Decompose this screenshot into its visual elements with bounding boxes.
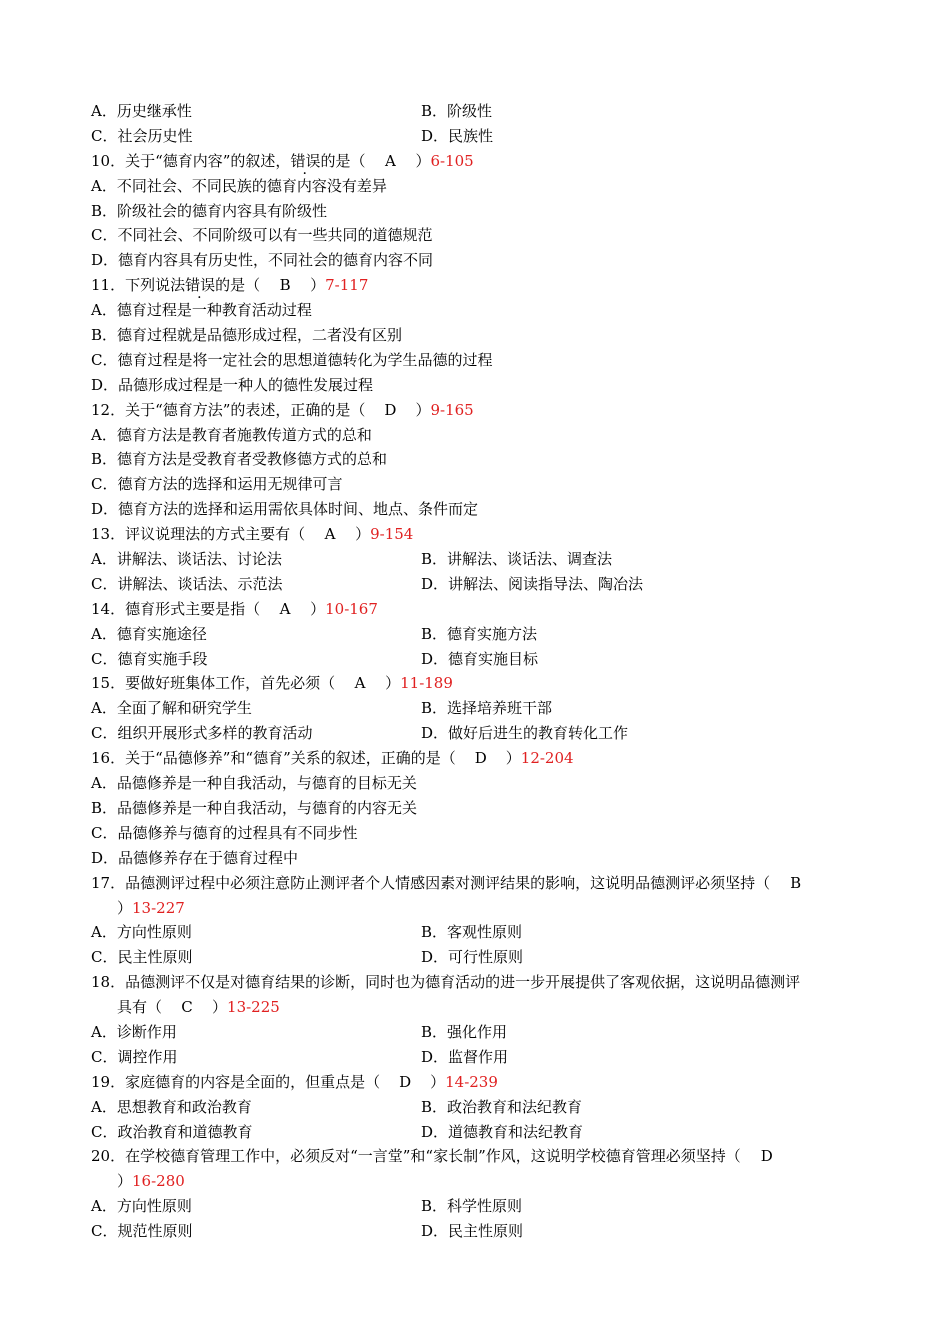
option-text: C．讲解法、谈话法、示范法: [91, 574, 283, 593]
question-line: [91, 671, 871, 696]
option-text: B．强化作用: [421, 1022, 508, 1041]
question-text: 14．德育形式主要是指（: [91, 599, 261, 618]
answer-letter: A: [385, 151, 396, 170]
option-text: B．客观性原则: [421, 923, 523, 942]
option-text: C．民主性原则: [91, 948, 193, 967]
question-line: [91, 995, 871, 1020]
option-row: [91, 696, 871, 721]
question-text: 18．品德测评不仅是对德育结果的诊断，同时也为德育活动的进一步开展提供了客观依据，这说明品德测评: [91, 973, 801, 992]
option-row: [91, 1095, 871, 1120]
question-line: [91, 522, 871, 547]
option-row: [91, 99, 871, 124]
option-text: A．思想教育和政治教育: [91, 1097, 252, 1116]
question-text: 的是（: [215, 276, 261, 295]
question-text: ）: [385, 674, 401, 693]
question-text: ）: [505, 749, 521, 768]
option-text: A．不同社会、不同民族的德育内容没有差异: [91, 176, 387, 195]
question-line: [91, 1144, 871, 1169]
question-line: [91, 1070, 871, 1095]
option-row: [91, 547, 871, 572]
answer-letter: D: [384, 400, 397, 419]
option-text: A．德育实施途径: [91, 624, 207, 643]
answer-letter: D: [474, 749, 487, 768]
answer-letter: D: [760, 1147, 773, 1166]
option-text: D．做好后进生的教育转化工作: [421, 724, 629, 743]
option-row: [91, 945, 871, 970]
option-row: [91, 647, 871, 672]
option-text: B．阶级性: [421, 102, 493, 120]
option-text: B．科学性原则: [421, 1197, 523, 1216]
question-text: 11．下列说法: [91, 276, 186, 295]
question-line: [91, 896, 871, 921]
option-text: B．品德修养是一种自我活动，与德育的内容无关: [91, 798, 418, 817]
option-text: D．品德形成过程是一种人的德性发展过程: [91, 375, 374, 394]
option-text: C．德育实施手段: [91, 649, 208, 668]
answer-letter: D: [399, 1072, 412, 1091]
option-text: A．全面了解和研究学生: [91, 699, 252, 718]
option-row: [91, 1045, 871, 1070]
question-text: 17．品德测评过程中必须注意防止测评者个人情感因素对测评结果的影响，这说明品德测评必须坚持（: [91, 873, 771, 892]
question-line: [91, 398, 871, 423]
option-row: [91, 920, 871, 945]
option-text: D．监督作用: [421, 1047, 509, 1066]
page-reference: 7-117: [325, 276, 369, 295]
option-text: D．讲解法、阅读指导法、陶冶法: [421, 574, 644, 593]
option-text: A．方向性原则: [91, 1197, 192, 1216]
question-line: [91, 970, 871, 995]
emphasis-text: 错误: [185, 276, 216, 295]
option-text: D．民族性: [421, 126, 494, 145]
question-text: ）: [310, 276, 326, 295]
option-text: A．诊断作用: [91, 1022, 177, 1041]
page-reference: 11-189: [400, 674, 453, 693]
option-text: B．德育过程就是品德形成过程，二者没有区别: [91, 326, 403, 345]
option-row: [91, 1120, 871, 1145]
option-text: D．德育内容具有历史性，不同社会的德育内容不同: [91, 251, 434, 270]
question-text: 的是（: [320, 151, 366, 170]
option-row: [91, 124, 871, 149]
page-reference: 16-280: [132, 1172, 185, 1191]
question-line: [91, 871, 871, 896]
answer-letter: C: [181, 998, 193, 1017]
answer-letter: B: [279, 276, 291, 295]
page-reference: 9-154: [370, 525, 414, 544]
answer-letter: A: [279, 599, 291, 618]
question-line: [91, 273, 871, 298]
option-row: [91, 1020, 871, 1045]
option-row: [91, 1194, 871, 1219]
question-text: 15．要做好班集体工作，首先必须（: [91, 674, 336, 693]
option-text: B．讲解法、谈话法、调查法: [421, 550, 613, 569]
option-text: D．德育实施目标: [421, 649, 539, 668]
question-text: ）: [415, 151, 431, 170]
document-page: [91, 99, 871, 1244]
option-text: B．德育方法是受教育者受教修德方式的总和: [91, 450, 388, 469]
option-text: C．规范性原则: [91, 1222, 193, 1241]
question-text: ）: [415, 400, 431, 419]
question-text: 12．关于“德育方法”的表述，正确的是（: [91, 400, 366, 419]
question-text: 19．家庭德育的内容是全面的，但重点是（: [91, 1072, 381, 1091]
question-line: [91, 1169, 871, 1194]
question-text: 10．关于“德育内容”的叙述，: [91, 151, 291, 170]
emphasis-text: 错误: [290, 151, 321, 170]
option-text: A．方向性原则: [91, 923, 192, 942]
option-row: [91, 1219, 871, 1244]
question-text: ）: [355, 525, 371, 544]
option-text: C．调控作用: [91, 1047, 178, 1066]
page-reference: 6-105: [430, 151, 474, 170]
option-text: A．历史继承性: [91, 102, 192, 120]
question-text: 20．在学校德育管理工作中，必须反对“一言堂”和“家长制”作风，这说明学校德育管理必须坚持（: [91, 1147, 741, 1166]
page-reference: 9-165: [430, 400, 474, 419]
option-text: C．品德修养与德育的过程具有不同步性: [91, 823, 358, 842]
option-text: A．讲解法、谈话法、讨论法: [91, 550, 282, 569]
option-text: C．社会历史性: [91, 126, 193, 145]
option-text: D．品德修养存在于德育过程中: [91, 848, 299, 867]
option-text: A．德育方法是教育者施教传道方式的总和: [91, 425, 372, 444]
option-row: [91, 622, 871, 647]
option-text: B．德育实施方法: [421, 624, 538, 643]
page-reference: 12-204: [520, 749, 574, 768]
option-text: B．政治教育和法纪教育: [421, 1097, 583, 1116]
answer-letter: B: [790, 873, 802, 892]
option-text: B．阶级社会的德育内容具有阶级性: [91, 201, 328, 220]
option-row: [91, 572, 871, 597]
option-text: A．德育过程是一种教育活动过程: [91, 301, 312, 320]
option-text: B．选择培养班干部: [421, 699, 553, 718]
question-text: ）: [430, 1072, 446, 1091]
question-text: 具有（: [117, 998, 163, 1017]
option-text: C．德育过程是将一定社会的思想道德转化为学生品德的过程: [91, 350, 493, 369]
option-row: [91, 721, 871, 746]
option-text: C．不同社会、不同阶级可以有一些共同的道德规范: [91, 226, 433, 245]
question-line: [91, 149, 871, 174]
page-reference: 13-225: [227, 998, 280, 1017]
answer-letter: A: [324, 525, 336, 544]
question-text: ）: [310, 599, 326, 618]
option-text: D．道德教育和法纪教育: [421, 1122, 584, 1141]
question-text: 13．评议说理法的方式主要有（: [91, 525, 306, 544]
option-text: D．民主性原则: [421, 1222, 524, 1241]
question-line: [91, 597, 871, 622]
page-reference: 14-239: [445, 1072, 498, 1091]
question-text: ）: [212, 998, 228, 1017]
option-text: C．政治教育和道德教育: [91, 1122, 253, 1141]
option-text: D．德育方法的选择和运用需依具体时间、地点、条件而定: [91, 500, 479, 519]
option-text: C．组织开展形式多样的教育活动: [91, 724, 313, 743]
question-text: ）: [117, 1172, 133, 1191]
page-reference: 10-167: [325, 599, 378, 618]
answer-letter: A: [354, 674, 366, 693]
question-line: [91, 746, 871, 771]
option-text: C．德育方法的选择和运用无规律可言: [91, 475, 343, 494]
option-text: D．可行性原则: [421, 948, 524, 967]
question-text: 16．关于“品德修养”和“德育”关系的叙述，正确的是（: [91, 749, 456, 768]
option-text: A．品德修养是一种自我活动，与德育的目标无关: [91, 774, 417, 793]
page-reference: 13-227: [132, 898, 185, 917]
question-text: ）: [117, 898, 133, 917]
